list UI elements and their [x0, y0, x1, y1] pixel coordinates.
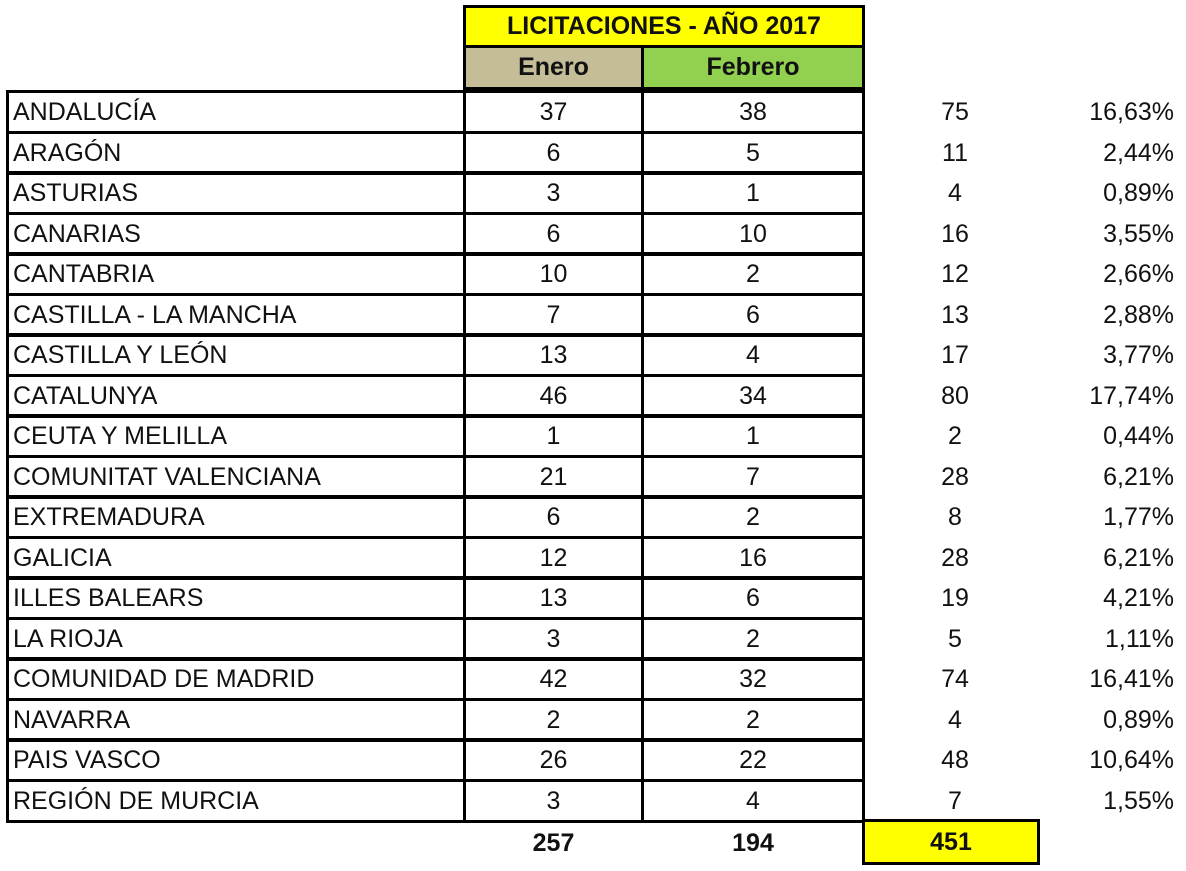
cell-febrero: 4	[641, 333, 865, 377]
cell-febrero: 4	[641, 779, 865, 823]
cell-total: 8	[948, 502, 962, 531]
cell-enero: 42	[463, 657, 644, 701]
table-title: LICITACIONES - AÑO 2017	[463, 5, 865, 48]
cell-region: REGIÓN DE MURCIA	[6, 779, 466, 823]
cell-febrero: 32	[641, 657, 865, 701]
cell-percentage: 17,74%	[1089, 381, 1174, 410]
cell-enero: 3	[463, 171, 644, 215]
cell-enero: 3	[463, 779, 644, 823]
cell-percentage: 16,41%	[1089, 664, 1174, 693]
cell-enero: 2	[463, 698, 644, 742]
cell-enero: 13	[463, 333, 644, 377]
cell-percentage: 2,88%	[1103, 300, 1174, 329]
cell-percentage: 3,77%	[1103, 340, 1174, 369]
cell-percentage: 1,11%	[1104, 624, 1174, 653]
cell-region: CANARIAS	[6, 212, 466, 256]
cell-febrero: 2	[641, 698, 865, 742]
cell-enero: 37	[463, 90, 644, 134]
cell-enero: 13	[463, 576, 644, 620]
cell-percentage: 0,89%	[1103, 705, 1174, 734]
cell-total: 5	[948, 624, 962, 653]
cell-percentage: 10,64%	[1089, 745, 1174, 774]
cell-total: 17	[941, 340, 969, 369]
cell-total: 48	[941, 745, 969, 774]
cell-enero: 6	[463, 212, 644, 256]
cell-region: LA RIOJA	[6, 617, 466, 661]
cell-percentage: 0,89%	[1103, 178, 1174, 207]
cell-total: 16	[941, 219, 969, 248]
cell-region: CANTABRIA	[6, 252, 466, 296]
cell-region: COMUNITAT VALENCIANA	[6, 455, 466, 499]
cell-febrero: 38	[641, 90, 865, 134]
cell-enero: 10	[463, 252, 644, 296]
cell-enero: 1	[463, 414, 644, 458]
cell-percentage: 2,44%	[1103, 138, 1174, 167]
cell-total: 75	[941, 97, 969, 126]
column-header-febrero: Febrero	[641, 45, 865, 90]
cell-region: ARAGÓN	[6, 131, 466, 175]
cell-region: ASTURIAS	[6, 171, 466, 215]
cell-febrero: 2	[641, 495, 865, 539]
cell-total: 28	[941, 462, 969, 491]
cell-febrero: 16	[641, 536, 865, 580]
cell-region: GALICIA	[6, 536, 466, 580]
column-header-enero: Enero	[463, 45, 644, 90]
cell-percentage: 2,66%	[1103, 259, 1174, 288]
cell-total: 80	[941, 381, 969, 410]
cell-region: PAIS VASCO	[6, 738, 466, 782]
cell-percentage: 1,55%	[1103, 786, 1174, 815]
cell-region: CATALUNYA	[6, 374, 466, 418]
cell-febrero: 5	[641, 131, 865, 175]
cell-febrero: 1	[641, 171, 865, 215]
cell-percentage: 6,21%	[1103, 462, 1174, 491]
cell-percentage: 4,21%	[1103, 583, 1174, 612]
cell-febrero: 34	[641, 374, 865, 418]
cell-percentage: 3,55%	[1103, 219, 1174, 248]
cell-region: CASTILLA Y LEÓN	[6, 333, 466, 377]
cell-enero: 6	[463, 495, 644, 539]
total-febrero: 194	[732, 829, 774, 857]
grand-total: 451	[862, 819, 1040, 865]
cell-enero: 7	[463, 293, 644, 337]
cell-region: ILLES BALEARS	[6, 576, 466, 620]
cell-febrero: 10	[641, 212, 865, 256]
cell-enero: 3	[463, 617, 644, 661]
cell-percentage: 6,21%	[1103, 543, 1174, 572]
cell-febrero: 6	[641, 293, 865, 337]
cell-enero: 6	[463, 131, 644, 175]
cell-region: CASTILLA - LA MANCHA	[6, 293, 466, 337]
cell-febrero: 22	[641, 738, 865, 782]
cell-enero: 12	[463, 536, 644, 580]
cell-total: 4	[948, 178, 962, 207]
cell-total: 74	[941, 664, 969, 693]
cell-region: EXTREMADURA	[6, 495, 466, 539]
total-enero: 257	[532, 829, 575, 857]
cell-total: 7	[948, 786, 962, 815]
cell-percentage: 16,63%	[1089, 97, 1174, 126]
cell-enero: 26	[463, 738, 644, 782]
cell-enero: 21	[463, 455, 644, 499]
cell-enero: 46	[463, 374, 644, 418]
cell-total: 19	[941, 583, 969, 612]
cell-percentage: 1,77%	[1103, 502, 1174, 531]
cell-febrero: 2	[641, 617, 865, 661]
cell-total: 13	[941, 300, 969, 329]
cell-region: ANDALUCÍA	[6, 90, 466, 134]
cell-febrero: 7	[641, 455, 865, 499]
cell-total: 12	[941, 259, 969, 288]
cell-total: 4	[948, 705, 962, 734]
cell-febrero: 6	[641, 576, 865, 620]
cell-febrero: 2	[641, 252, 865, 296]
cell-region: CEUTA Y MELILLA	[6, 414, 466, 458]
cell-region: COMUNIDAD DE MADRID	[6, 657, 466, 701]
cell-total: 11	[942, 138, 968, 167]
cell-percentage: 0,44%	[1103, 421, 1174, 450]
cell-total: 2	[948, 421, 962, 450]
cell-total: 28	[941, 543, 969, 572]
cell-febrero: 1	[641, 414, 865, 458]
cell-region: NAVARRA	[6, 698, 466, 742]
